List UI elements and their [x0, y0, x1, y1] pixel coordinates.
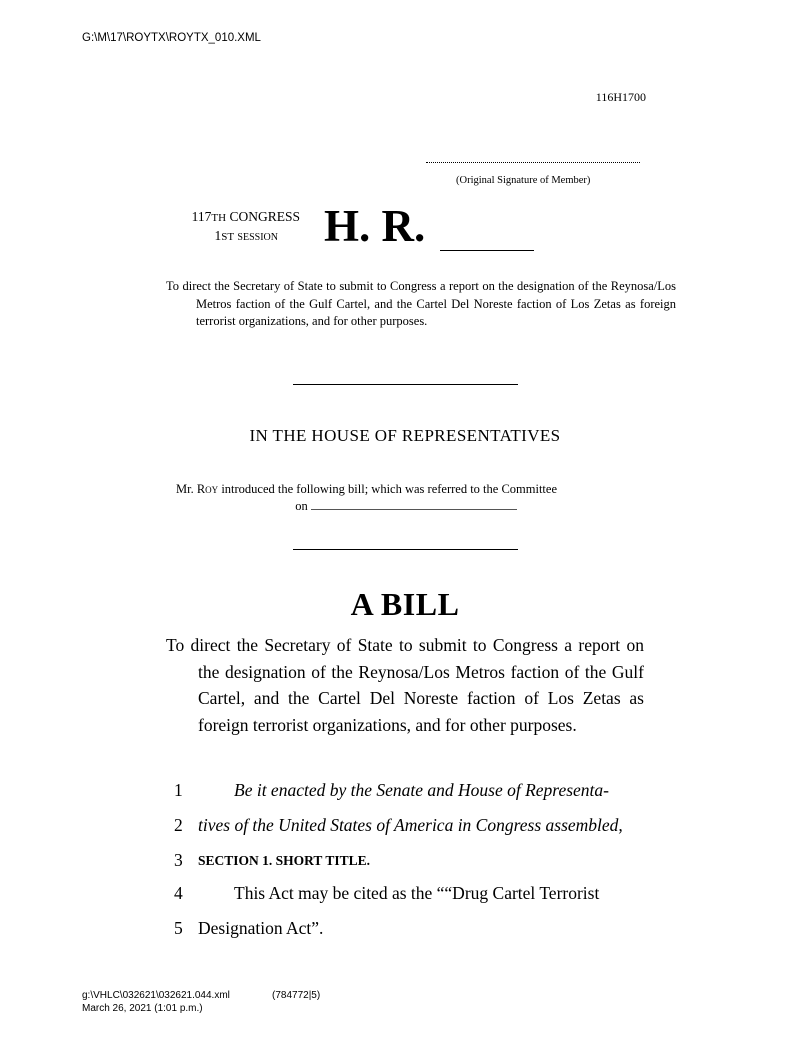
line-number: 5 [174, 918, 183, 938]
signature-line [426, 162, 640, 163]
introduction-paragraph [176, 481, 636, 515]
session-line [166, 227, 300, 246]
committee-line [295, 499, 517, 513]
a-bill-heading: A BILL [350, 586, 460, 622]
sponsor-prefix: Mr. [176, 482, 194, 496]
line-text: Designation Act”. [198, 918, 324, 938]
committee-blank [311, 499, 517, 510]
bill-line [166, 918, 650, 944]
bill-line [166, 780, 650, 806]
section-heading: SECTION 1. SHORT TITLE. [198, 853, 370, 868]
bill-designation: H. R. [324, 201, 426, 251]
committee-on-label: on [295, 499, 308, 513]
long-title [166, 632, 644, 738]
footer-path: g:\VHLC\032621\032621.044.xml [82, 990, 230, 1001]
signature-caption: (Original Signature of Member) [456, 175, 591, 186]
line-text: Be it enacted by the Senate and House of Representa- [234, 780, 609, 800]
bill-number-blank [440, 250, 534, 251]
file-path: G:\M\17\ROYTX\ROYTX_010.XML [82, 32, 261, 44]
congress-number: 117 [191, 209, 212, 224]
bill-line [166, 815, 650, 841]
session-suffix: ST [221, 231, 235, 243]
footer-code: (784772|5) [272, 990, 321, 1001]
congress-session-block [166, 208, 300, 246]
footer [82, 990, 321, 1015]
introduction-text: introduced the following bill; which was referred to the Committee [221, 482, 557, 496]
congress-line [166, 208, 300, 227]
congress-number-suffix: TH [211, 212, 227, 224]
line-number: 4 [174, 883, 183, 903]
divider-rule [293, 384, 518, 385]
footer-date: March 26, 2021 (1:01 p.m.) [82, 1002, 203, 1014]
divider-rule [293, 549, 518, 550]
sponsor-name: Roy [196, 482, 219, 496]
bill-code: 116H1700 [595, 90, 646, 104]
house-heading: IN THE HOUSE OF REPRESENTATIVES [249, 426, 561, 445]
congress-word: CONGRESS [229, 209, 300, 224]
line-text: tives of the United States of America in Congress assembled, [198, 815, 623, 835]
session-number: 1 [214, 228, 222, 243]
line-text: This Act may be cited as the ““Drug Cartel Terrorist [234, 883, 600, 903]
short-title: To direct the Secretary of State to submit to Congress a report on the designation of the Reynosa/Los Metros faction of the Gulf Cartel, and the Cartel Del Noreste faction of Los Zetas as foreign terrorist organizations, and for other purposes. [166, 279, 676, 328]
line-number: 3 [174, 850, 183, 870]
bill-line [166, 883, 650, 909]
line-number: 2 [174, 815, 183, 835]
long-title-text: To direct the Secretary of State to submit to Congress a report on the designation of the Reynosa/Los Metros faction of the Gulf Cartel, and the Cartel Del Noreste faction of Los Zetas as foreign terrorist organizations, and for other purposes. [166, 635, 644, 735]
bill-line [166, 850, 650, 876]
session-word: session [237, 229, 278, 244]
line-number: 1 [174, 780, 183, 800]
